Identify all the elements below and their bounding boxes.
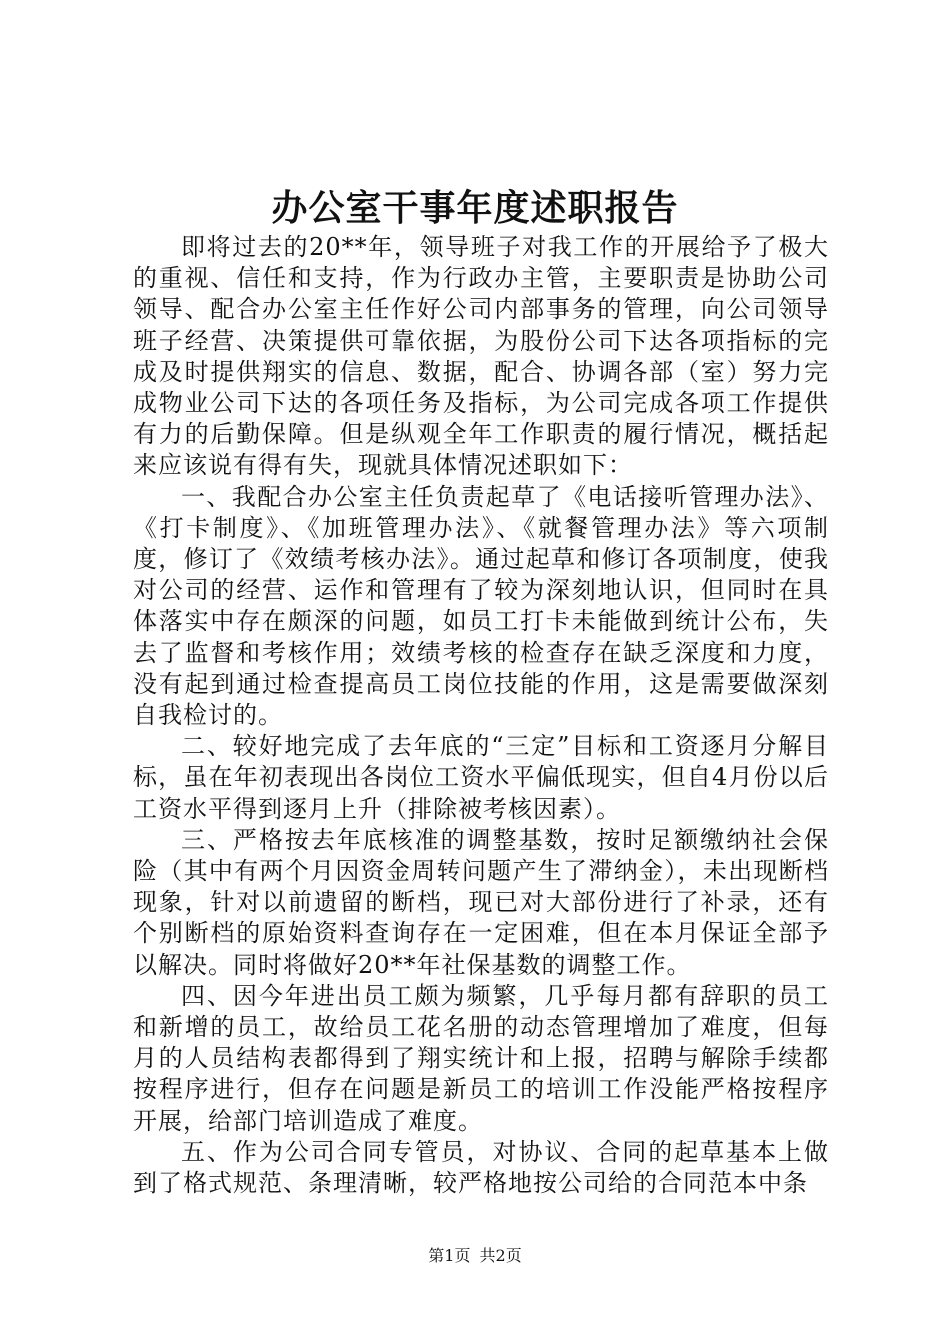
page-footer (0, 1244, 950, 1268)
document-title: 办公室干事年度述职报告 (271, 187, 679, 229)
page-number: 第1页 (428, 1246, 471, 1265)
page-total: 共2页 (479, 1246, 522, 1265)
paragraph-4: 四、因今年进出员工颇为频繁，几乎每月都有辞职的员工和新增的员工，故给员工花名册的动态管理增加了难度，但每月的人员结构表都得到了翔实统计和上报，招聘与解除手续都按程序进行，但存在问题是新员工的培训工作没能严格按程序开展，给部门培训造成了难度。 (133, 981, 829, 1135)
paragraph-intro: 即将过去的20**年，领导班子对我工作的开展给予了极大的重视、信任和支持，作为行政办主管，主要职责是协助公司领导、配合办公室主任作好公司内部事务的管理，向公司领导班子经营、决策提供可靠依据，为股份公司下达各项指标的完成及时提供翔实的信息、数据，配合、协调各部（室）努力完成物业公司下达的各项任务及指标，为公司完成各项工作提供有力的后勤保障。但是纵观全年工作职责的履行情况，概括起来应该说有得有失，现就具体情况述职如下： (133, 233, 829, 480)
paragraph-2: 二、较好地完成了去年底的“三定”目标和工资逐月分解目标，虽在年初表现出各岗位工资水平偏低现实，但自4月份以后工资水平得到逐月上升（排除被考核因素）。 (133, 732, 829, 823)
paragraph-3: 三、严格按去年底核准的调整基数，按时足额缴纳社会保险（其中有两个月因资金周转问题产生了滞纳金），未出现断档现象，针对以前遗留的断档，现已对大部份进行了补录，还有个别断档的原始资料查询存在一定困难，但在本月保证全部予以解决。同时将做好20**年社保基数的调整工作。 (133, 825, 829, 979)
paragraph-5: 五、作为公司合同专管员，对协议、合同的起草基本上做到了格式规范、条理清晰，较严格地按公司给的合同范本中条 (133, 1137, 829, 1198)
document-body (133, 232, 829, 1199)
paragraph-1: 一、我配合办公室主任负责起草了《电话接听管理办法》、《打卡制度》、《加班管理办法》、《就餐管理办法》等六项制度，修订了《效绩考核办法》。通过起草和修订各项制度，使我对公司的经营、运作和管理有了较为深刻地认识，但同时在具体落实中存在颇深的问题，如员工打卡未能做到统计公布，失去了监督和考核作用；效绩考核的检查存在缺乏深度和力度，没有起到通过检查提高员工岗位技能的作用，这是需要做深刻自我检讨的。 (133, 482, 829, 730)
